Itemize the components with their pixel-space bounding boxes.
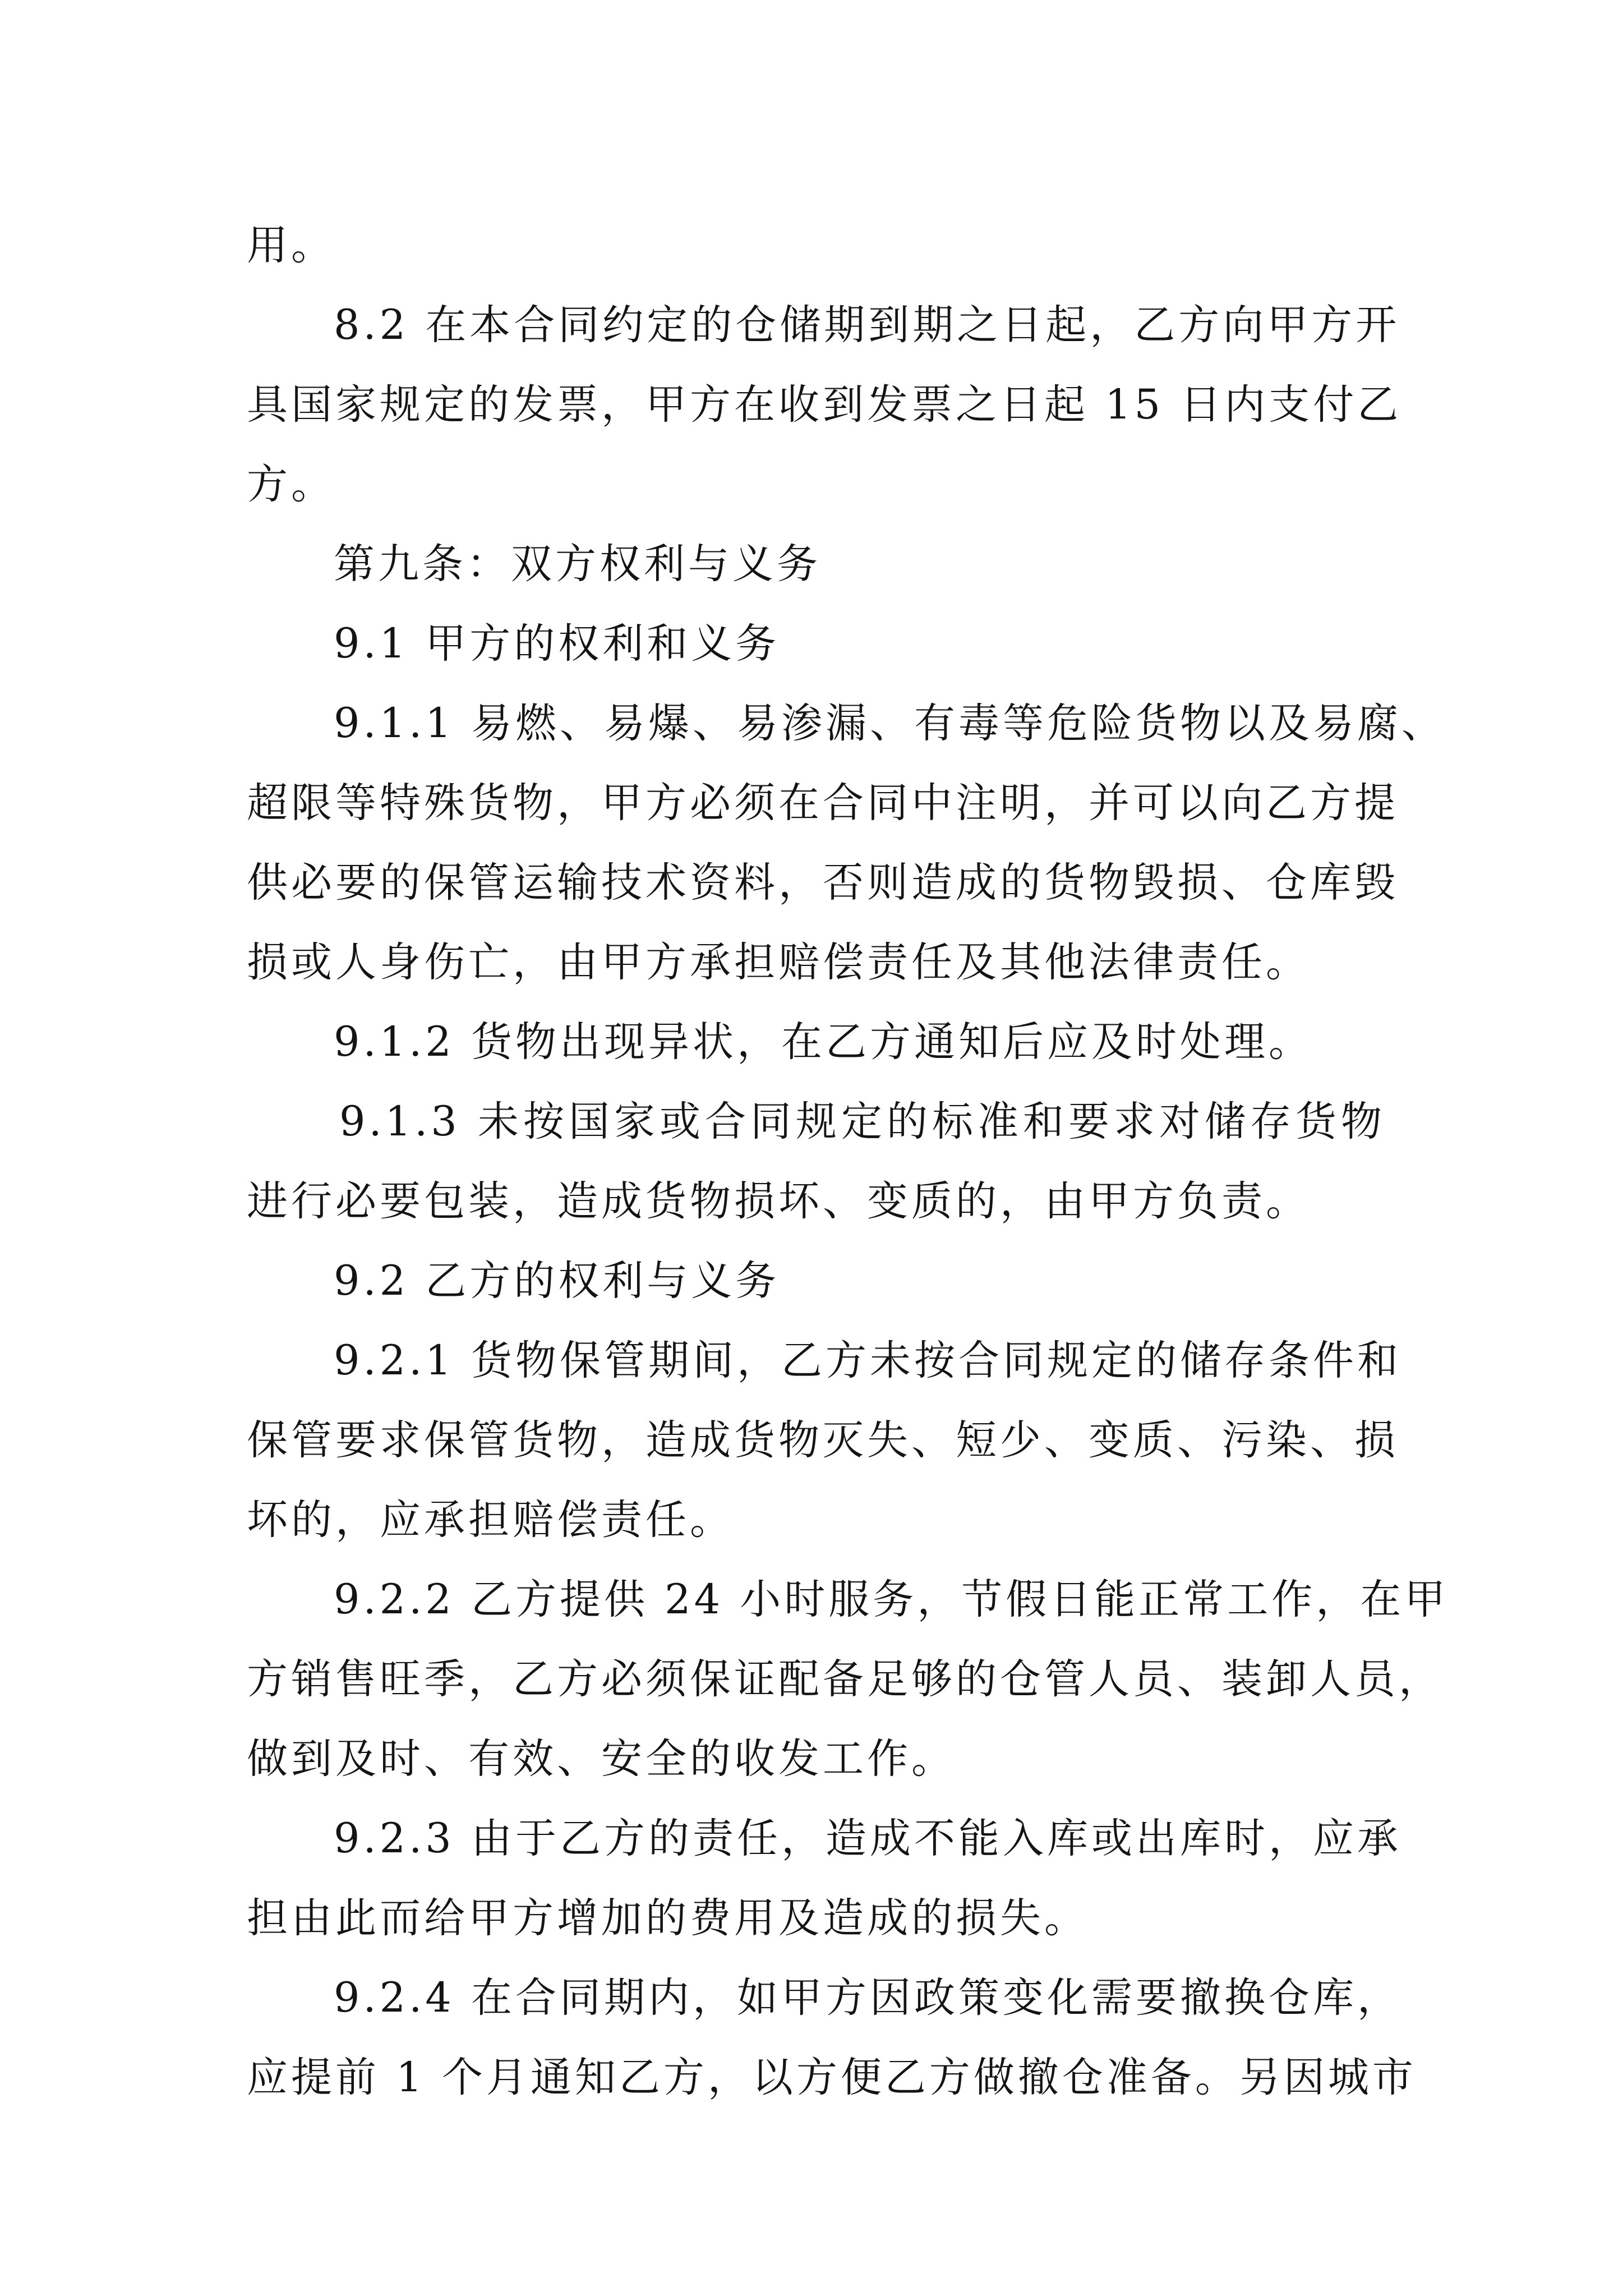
clause-9-2-2-line-3: 做到及时、有效、安全的收发工作。	[247, 1735, 956, 1783]
clause-9-2-3-line-2: 担由此而给甲方增加的费用及造成的损失。	[247, 1894, 1089, 1942]
clause-9-2-1-line-1: 9.2.1 货物保管期间，乙方未按合同规定的储存条件和	[334, 1337, 1401, 1384]
article-9-heading: 第九条：双方权利与义务	[334, 540, 821, 588]
clause-9-1-2: 9.1.2 货物出现异状，在乙方通知后应及时处理。	[334, 1018, 1313, 1066]
section-9-2-heading: 9.2 乙方的权利与义务	[334, 1257, 780, 1305]
clause-9-1-1-line-3: 供必要的保管运输技术资料，否则造成的货物毁损、仓库毁	[247, 859, 1399, 907]
clause-9-1-3-line-2: 进行必要包装，造成货物损坏、变质的，由甲方负责。	[247, 1177, 1310, 1225]
text-line-1: 用。	[247, 222, 335, 269]
clause-9-2-1-line-3: 坏的，应承担赔偿责任。	[247, 1496, 734, 1544]
clause-9-1-1-line-1: 9.1.1 易燃、易爆、易渗漏、有毒等危险货物以及易腐、	[334, 700, 1446, 747]
clause-9-1-1-line-2: 超限等特殊货物，甲方必须在合同中注明，并可以向乙方提	[247, 779, 1399, 827]
section-9-1-heading: 9.1 甲方的权利和义务	[334, 620, 780, 668]
clause-9-2-4-line-2: 应提前 1 个月通知乙方，以方便乙方做撤仓准备。另因城市	[247, 2054, 1417, 2101]
clause-9-2-1-line-2: 保管要求保管货物，造成货物灭失、短少、变质、污染、损	[247, 1416, 1399, 1464]
clause-9-2-3-line-1: 9.2.3 由于乙方的责任，造成不能入库或出库时，应承	[334, 1815, 1401, 1862]
clause-8-2-line-2: 具国家规定的发票，甲方在收到发票之日起 15 日内支付乙	[247, 381, 1402, 429]
clause-8-2-line-1: 8.2 在本合同约定的仓储期到期之日起，乙方向甲方开	[334, 301, 1400, 349]
clause-9-2-2-line-1: 9.2.2 乙方提供 24 小时服务，节假日能正常工作，在甲	[334, 1576, 1449, 1623]
clause-9-1-3-line-1: 9.1.3 未按国家或合同规定的标准和要求对储存货物	[339, 1098, 1385, 1145]
clause-9-2-4-line-1: 9.2.4 在合同期内，如甲方因政策变化需要撤换仓库，	[334, 1974, 1401, 2022]
clause-9-2-2-line-2: 方销售旺季，乙方必须保证配备足够的仓管人员、装卸人员，	[247, 1655, 1443, 1703]
clause-9-1-1-line-4: 损或人身伤亡，由甲方承担赔偿责任及其他法律责任。	[247, 938, 1310, 986]
clause-8-2-line-3: 方。	[247, 461, 335, 508]
